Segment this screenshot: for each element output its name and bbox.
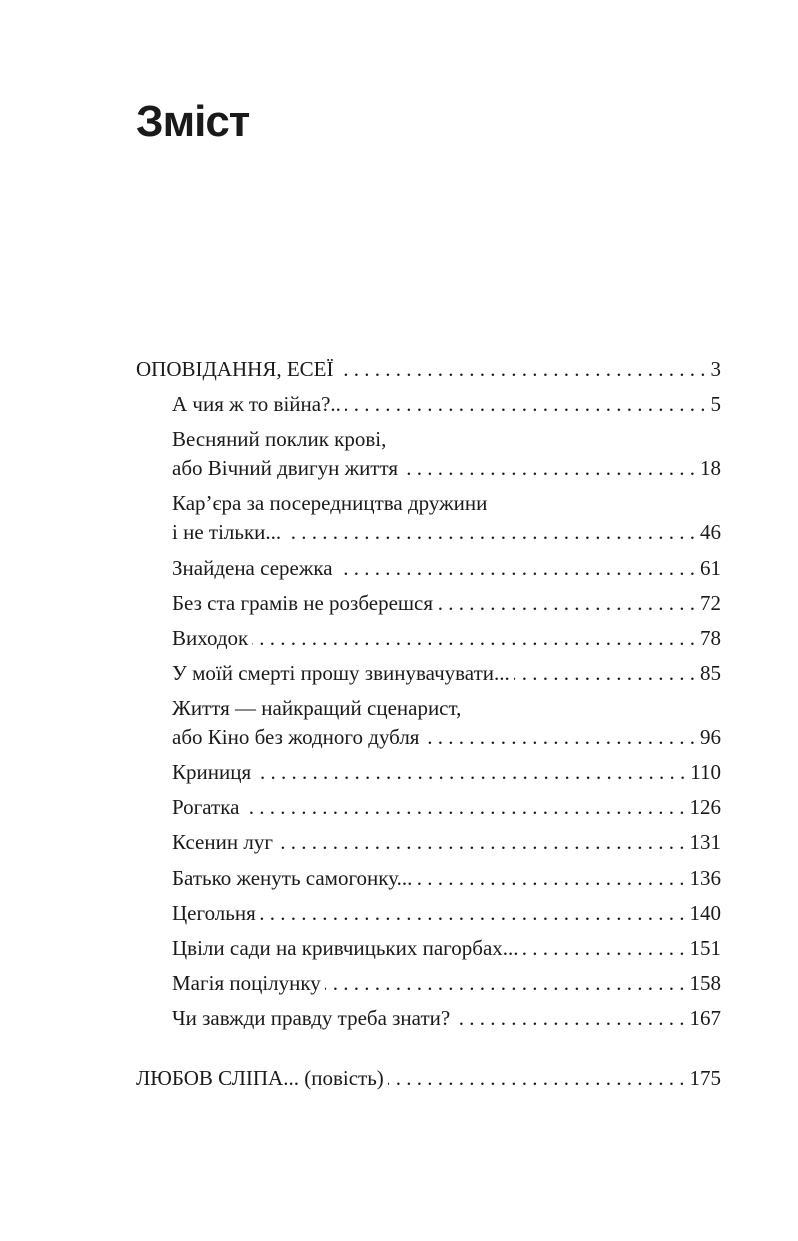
toc-entry-title: або Кіно без жодного дубля: [172, 725, 420, 749]
toc-entry: [172, 1005, 721, 1031]
toc-entry: [172, 724, 721, 750]
toc-entry: [172, 625, 721, 651]
toc-page-number: 175: [689, 1066, 721, 1090]
dot-leader: [337, 555, 695, 581]
dot-leader: [325, 970, 685, 996]
dot-leader: [252, 625, 695, 651]
toc-entry-title: Ксенин луг: [172, 830, 273, 854]
toc-page-number: 46: [700, 520, 721, 544]
toc-entry: [172, 455, 721, 481]
page-title: Зміст: [136, 97, 250, 146]
dot-leader: [454, 1005, 684, 1031]
dot-leader: [523, 935, 685, 961]
toc-page-number: 85: [700, 661, 721, 685]
toc-page-number: 3: [710, 357, 721, 381]
toc-entry-title: Цвіли сади на кривчицьких пагорбах...: [172, 936, 519, 960]
dot-leader: [277, 829, 685, 855]
toc-entry-title: Виходок: [172, 626, 249, 650]
toc-entry-title: У моїй смерті прошу звинувачувати...: [172, 661, 510, 685]
toc-page-number: 18: [700, 456, 721, 480]
toc-page-number: 158: [689, 971, 721, 995]
toc-entry-title: Чи завжди правду треба знати?: [172, 1006, 451, 1030]
toc-entry: [136, 1065, 721, 1091]
toc-entry-title: ЛЮБОВ СЛІПА... (повість): [136, 1066, 384, 1090]
toc-entry: [172, 391, 721, 417]
toc-entry: [172, 794, 721, 820]
dot-leader: [416, 865, 684, 891]
dot-leader: [285, 519, 695, 545]
dot-leader: [260, 900, 685, 926]
toc-page-number: 151: [689, 936, 721, 960]
toc-entry-title-line1: Кар’єра за посередництва дружини: [172, 491, 488, 515]
toc-entry-title: або Вічний двигун життя: [172, 456, 399, 480]
toc-page-number: 126: [689, 795, 721, 819]
toc-entry-title: і не тільки...: [172, 520, 282, 544]
toc-entry-title: ОПОВІДАННЯ, ЕСЕЇ: [136, 357, 334, 381]
toc-page-number: 5: [710, 392, 721, 416]
toc-entry-title: Криниця: [172, 760, 252, 784]
dot-leader: [345, 391, 706, 417]
toc-entry: [136, 356, 721, 382]
toc-entry: [172, 555, 721, 581]
toc-entry-title: Рогатка: [172, 795, 240, 819]
toc-entry-title: А чия ж то війна?..: [172, 392, 341, 416]
dot-leader: [243, 794, 684, 820]
toc-entry-title: Батько женуть самогонку...: [172, 866, 413, 890]
toc-entry: [172, 865, 721, 891]
toc-entry-title: Магія поцілунку: [172, 971, 321, 995]
dot-leader: [388, 1065, 685, 1091]
toc-entry-title: Цегольня: [172, 901, 256, 925]
toc-entry-title: Знайдена сережка: [172, 556, 333, 580]
dot-leader: [514, 660, 695, 686]
toc-page-number: 167: [689, 1006, 721, 1030]
dot-leader: [337, 356, 705, 382]
dot-leader: [402, 455, 695, 481]
toc-entry: [172, 900, 721, 926]
toc-page-number: 131: [689, 830, 721, 854]
toc-entry: [172, 935, 721, 961]
toc-entry: [172, 970, 721, 996]
toc-page-number: 96: [700, 725, 721, 749]
toc-entry: [172, 829, 721, 855]
toc-page-number: 61: [700, 556, 721, 580]
toc-page-number: 110: [690, 760, 721, 784]
toc-entry: [172, 660, 721, 686]
toc-entry: [172, 519, 721, 545]
toc-entry-title-line1: Життя — найкращий сценарист,: [172, 696, 462, 720]
toc-entry-title-line1: Весняний поклик крові,: [172, 427, 387, 451]
dot-leader: [437, 590, 695, 616]
toc-page-number: 78: [700, 626, 721, 650]
toc-page-number: 136: [689, 866, 721, 890]
toc-entry-title: Без ста грамів не розберешся: [172, 591, 434, 615]
toc-page-number: 72: [700, 591, 721, 615]
dot-leader: [423, 724, 695, 750]
toc-page-number: 140: [689, 901, 721, 925]
dot-leader: [255, 759, 685, 785]
toc-entry: [172, 590, 721, 616]
toc-entry: [172, 759, 721, 785]
